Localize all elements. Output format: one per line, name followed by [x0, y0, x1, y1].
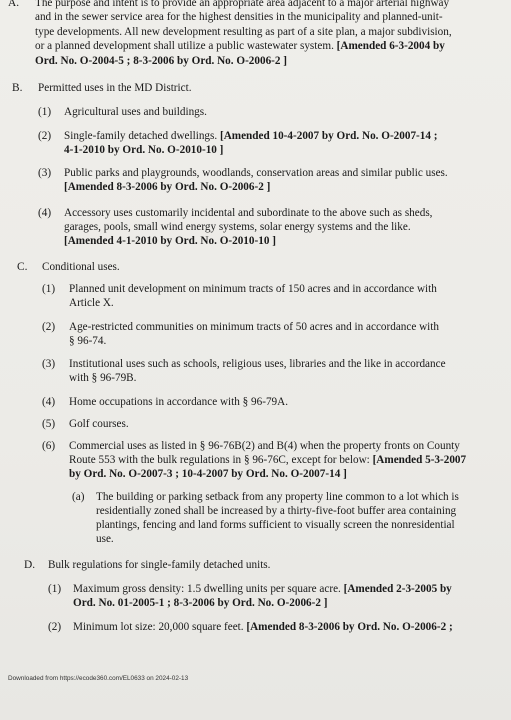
item-text: Golf courses. [69, 418, 129, 430]
subitem-text: The building or parking setback from any property line common to a lot which is [96, 491, 459, 503]
download-footer: Downloaded from https://ecode360.com/EL0633 on 2024-02-13 [8, 675, 189, 682]
item-number: (1) [38, 106, 52, 118]
amendment-note: [Amended 5-3-2007 [372, 454, 467, 466]
item-text: Agricultural uses and buildings. [64, 106, 207, 118]
item-number: (6) [42, 440, 56, 452]
amendment-note: [Amended 8-3-2006 by Ord. No. O-2006-2 ] [64, 181, 271, 193]
item-number: (3) [42, 358, 56, 370]
section-a-line: type developments. All new development resulting as part of a site plan, a major subdivision, [35, 26, 452, 38]
item-text: Age-restricted communities on minimum tracts of 50 acres and in accordance with [69, 321, 439, 333]
amendment-note: 4-1-2010 by Ord. No. O-2010-10 ] [64, 144, 224, 156]
item-text [73, 582, 452, 596]
section-a-line: and in the sewer service area for the highest densities in the municipality and planned-unit- [35, 11, 443, 23]
amendment-note: [Amended 2-3-2005 by [343, 583, 452, 595]
amendment-note: [Amended 6-3-2004 by [336, 40, 445, 52]
item-number: (1) [42, 283, 56, 295]
item-text: Home occupations in accordance with § 96-79A. [69, 396, 289, 408]
amendment-note: Ord. No. 01-2005-1 ; 8-3-2006 by Ord. No. O-2006-2 ] [73, 597, 328, 609]
item-text: Public parks and playgrounds, woodlands, conservation areas and similar public uses. [64, 167, 448, 179]
item-line: Maximum gross density: 1.5 dwelling units per square acre. [73, 583, 341, 595]
amendment-note: Ord. No. O-2004-5 ; 8-3-2006 by Ord. No. O-2006-2 ] [35, 55, 288, 67]
item-number: (2) [42, 321, 56, 333]
item-text: Accessory uses customarily incidental and subordinate to the above such as sheds, [64, 207, 433, 219]
amendment-note: by Ord. No. O-2007-3 ; 10-4-2007 by Ord. No. O-2007-14 ] [69, 468, 347, 480]
item-text: Institutional uses such as schools, religious uses, libraries and the like in accordance [69, 358, 446, 370]
item-number: (4) [38, 207, 52, 219]
section-c-heading: Conditional uses. [42, 261, 120, 273]
subitem-text: plantings, fencing and land forms sufficient to visually screen the nonresidential [96, 519, 455, 531]
section-b-heading: Permitted uses in the MD District. [38, 82, 192, 94]
item-text: Article X. [69, 297, 114, 309]
item-number: (2) [38, 130, 52, 142]
item-text: with § 96-79B. [69, 372, 137, 384]
item-number: (3) [38, 167, 52, 179]
item-text: garages, pools, small wind energy systems, solar energy systems and the like. [64, 221, 411, 233]
item-text: § 96-74. [69, 335, 107, 347]
amendment-note: [Amended 10-4-2007 by Ord. No. O-2007-14 ; [219, 130, 438, 142]
section-a-line [35, 39, 445, 53]
subitem-number: (a) [72, 491, 85, 503]
section-a-text: or a planned development shall utilize a public wastewater system. [35, 40, 334, 52]
item-text [69, 453, 466, 467]
item-text: Planned unit development on minimum tracts of 150 acres and in accordance with [69, 283, 437, 295]
item-text: Commercial uses as listed in § 96-76B(2) and B(4) when the property fronts on County [69, 440, 460, 452]
section-c-letter: C. [17, 261, 28, 273]
amendment-note: [Amended 4-1-2010 by Ord. No. O-2010-10 ] [64, 235, 276, 247]
section-a-letter: A. [8, 0, 20, 9]
item-text [64, 129, 438, 143]
item-number: (2) [48, 621, 62, 633]
section-b-letter: B. [12, 82, 23, 94]
item-line: Single-family detached dwellings. [64, 130, 218, 142]
subitem-text: residentially zoned shall be increased by a thirty-five-foot buffer area containing [96, 505, 457, 517]
item-number: (4) [42, 396, 56, 408]
item-line: Minimum lot size: 20,000 square feet. [73, 621, 244, 633]
subitem-text: use. [96, 533, 114, 545]
amendment-note: [Amended 8-3-2006 by Ord. No. O-2006-2 ; [246, 621, 453, 633]
item-number: (5) [42, 418, 56, 430]
section-a-line: The purpose and intent is to provide an appropriate area adjacent to a major arterial highway [35, 0, 450, 9]
item-text [73, 620, 453, 634]
item-line: Route 553 with the bulk regulations in § 96-76C, except for below: [69, 454, 370, 466]
section-d-letter: D. [24, 559, 36, 571]
section-d-heading: Bulk regulations for single-family detached units. [48, 559, 271, 571]
item-number: (1) [48, 583, 62, 595]
